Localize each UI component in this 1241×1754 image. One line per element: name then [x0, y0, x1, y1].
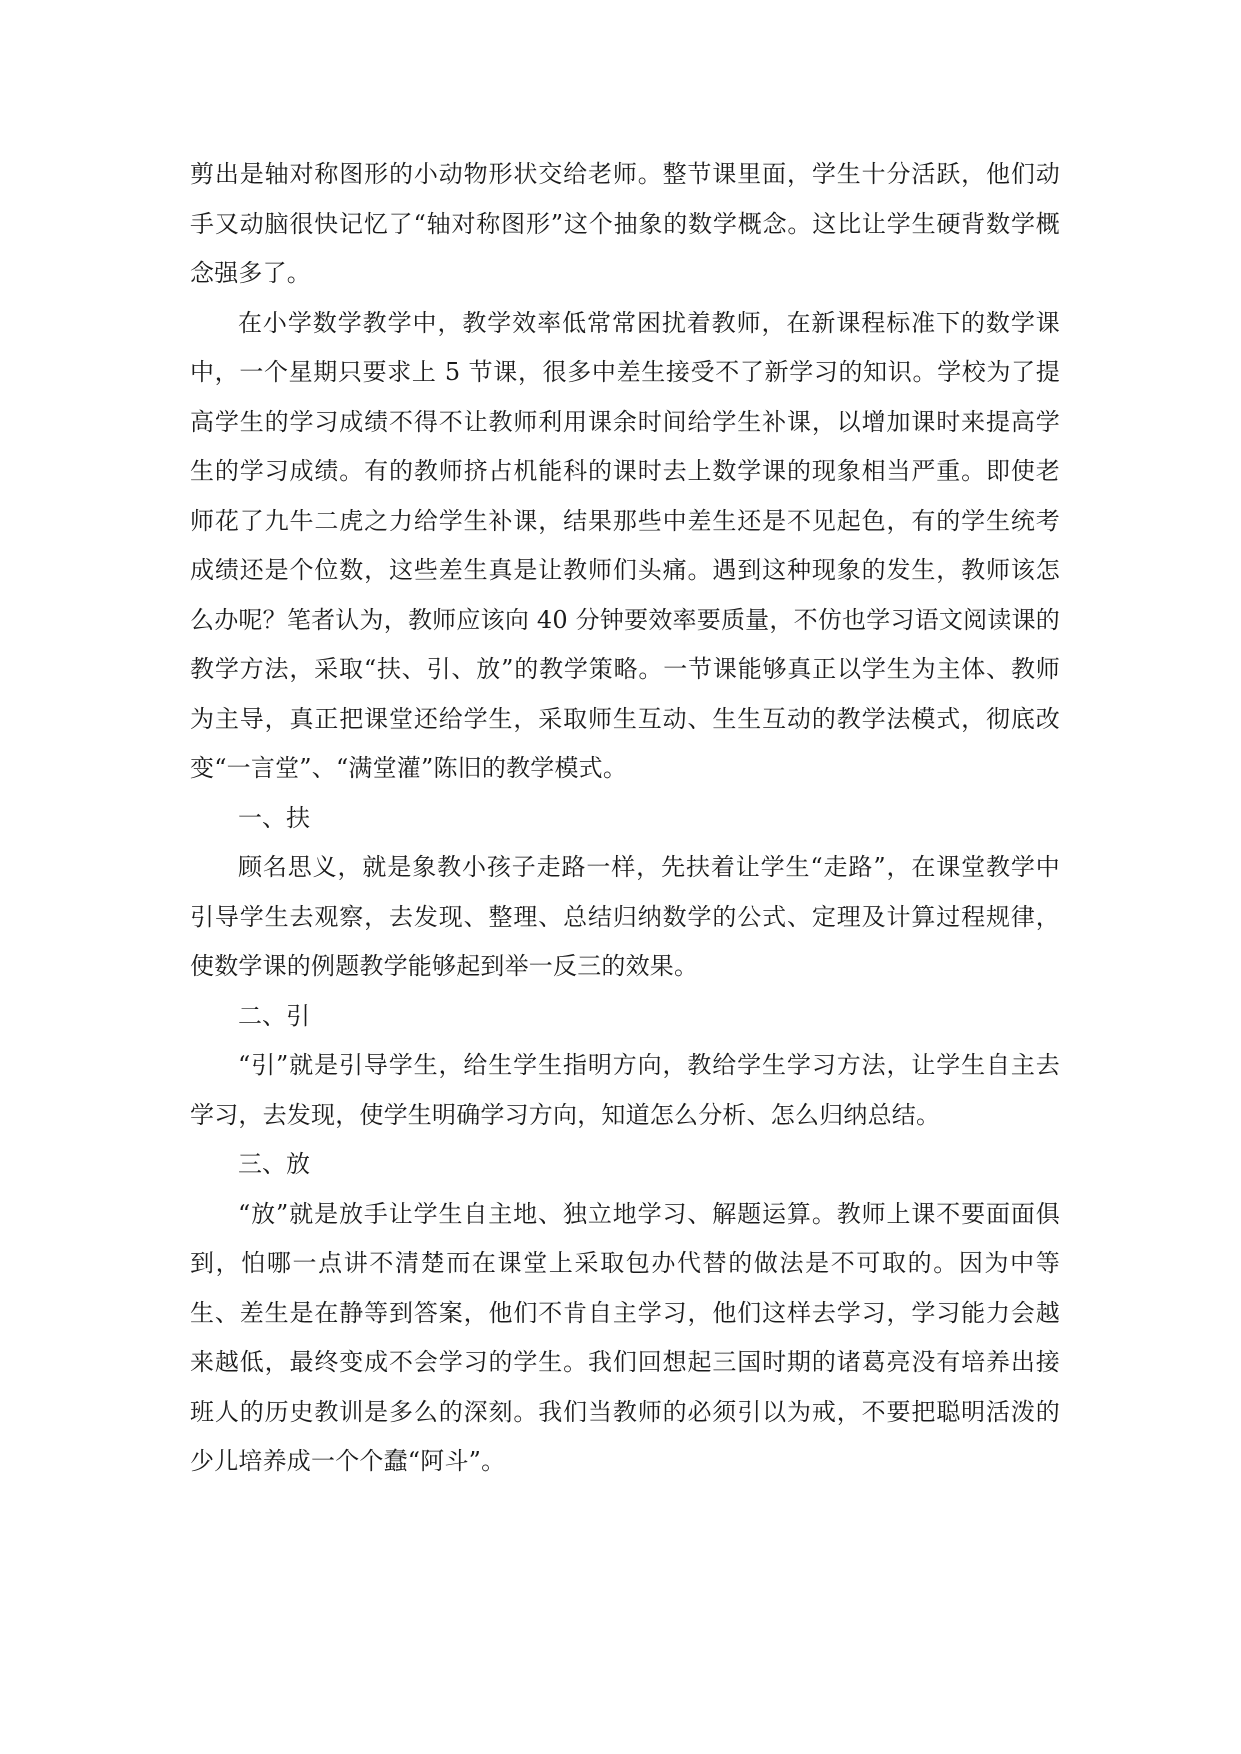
paragraph-release: “放”就是放手让学生自主地、独立地学习、解题运算。教师上课不要面面俱到，怕哪一点讲不清楚而在课堂上采取包办代替的做法是不可取的。因为中等生、差生是在静等到答案，他们不肯自主学习，他们这样去学习，学习能力会越来越低，最终变成不会学习的学生。我们回想起三国时期的诸葛亮没有培养出接班人的历史教训是多么的深刻。我们当教师的必须引以为戒，不要把聪明活泼的少儿培养成一个个蠢“阿斗”。 — [190, 1199, 1060, 1475]
document-body — [190, 150, 1060, 1487]
paragraph-continuation: 剪出是轴对称图形的小动物形状交给老师。整节课里面，学生十分活跃，他们动手又动脑很快记忆了“轴对称图形”这个抽象的数学概念。这比让学生硬背数学概念强多了。 — [190, 160, 1060, 287]
section-heading-support: 一、扶 — [238, 803, 310, 832]
paragraph-teaching-efficiency: 在小学数学教学中，教学效率低常常困扰着教师，在新课程标准下的数学课中，一个星期只要求上 5 节课，很多中差生接受不了新学习的知识。学校为了提高学生的学习成绩不得不让教师利用课余时间给学生补课，以增加课时来提高学生的学习成绩。有的教师挤占机能科的课时去上数学课的现象相当严重。即使老师花了九牛二虎之力给学生补课，结果那些中差生还是不见起色，有的学生统考成绩还是个位数，这些差生真是让教师们头痛。遇到这种现象的发生，教师该怎么办呢？笔者认为，教师应该向 40 分钟要效率要质量，不仿也学习语文阅读课的教学方法，采取“扶、引、放”的教学策略。一节课能够真正以学生为主体、教师为主导，真正把课堂还给学生，采取师生互动、生生互动的教学法模式，彻底改变“一言堂”、“满堂灌”陈旧的教学模式。 — [190, 308, 1060, 782]
section-heading-release: 三、放 — [238, 1150, 310, 1178]
section-heading-guide: 二、引 — [238, 1001, 310, 1030]
paragraph-support: 顾名思义，就是象教小孩子走路一样，先扶着让学生“走路”，在课堂教学中引导学生去观察，去发现、整理、总结归纳数学的公式、定理及计算过程规律，使数学课的例题教学能够起到举一反三的效果。 — [190, 853, 1060, 980]
paragraph-guide: “引”就是引导学生，给生学生指明方向，教给学生学习方法，让学生自主去学习，去发现，使学生明确学习方向，知道怎么分析、怎么归纳总结。 — [190, 1051, 1060, 1129]
